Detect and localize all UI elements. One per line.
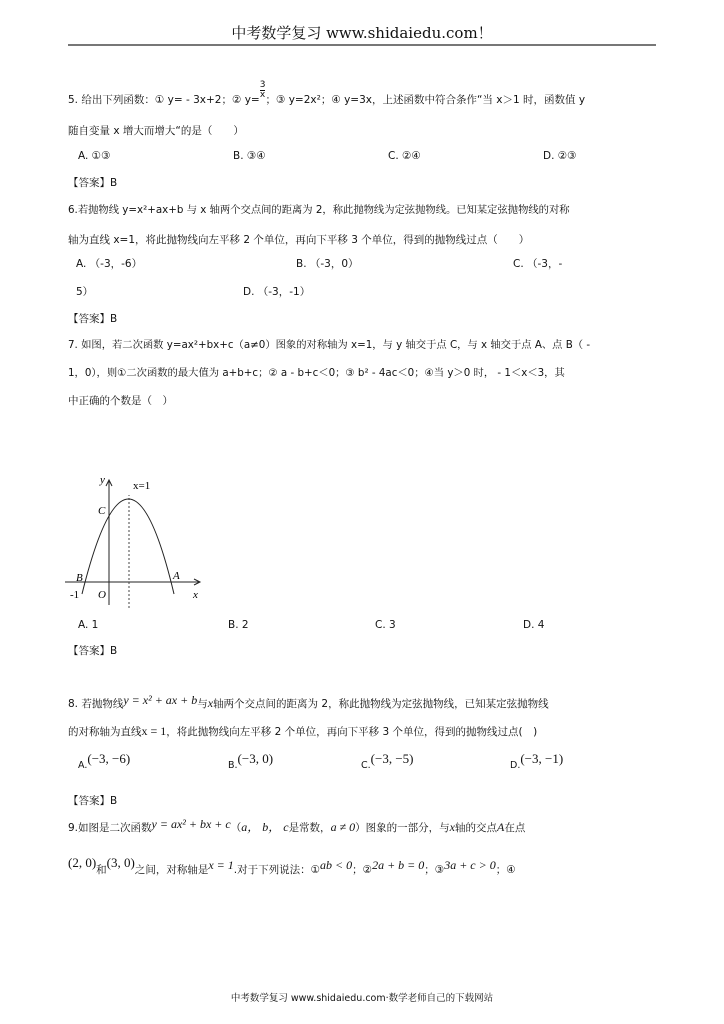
- q7-line3: 中正确的个数是（ ）: [68, 395, 173, 407]
- parabola-curve: [82, 499, 174, 594]
- q5-line1: [68, 80, 586, 108]
- q5-text2: ；③ y=2x²；④ y=3x，上述函数中符合条作“当 x＞1 时，函数值 y: [265, 94, 586, 106]
- t: ）图象的一部分，与: [355, 822, 450, 834]
- q8-option-b: [228, 751, 274, 771]
- t: ；④: [495, 864, 516, 876]
- parabola-figure: [60, 470, 220, 610]
- q8-text2: 的对称轴为直线: [68, 726, 142, 738]
- q6-line1: 6.若抛物线 y=x²+ax+b 与 x 轴两个交点间的距离为 2，称此抛物线为定弦抛物线。已知某定弦抛物线的对称: [68, 204, 570, 216]
- q8-eq2: x = 1: [141, 724, 167, 738]
- value: (−3, −1): [520, 751, 564, 766]
- label: D.: [510, 760, 521, 771]
- q8-x: x: [207, 696, 214, 710]
- q8-text-c: 轴两个交点间的距离为 2，称此抛物线为定弦抛物线，已知某定弦抛物线: [213, 698, 549, 710]
- q6-answer: 【答案】B: [68, 313, 118, 325]
- q5-option-c: C. ②④: [388, 150, 421, 162]
- x-label: x: [193, 589, 198, 601]
- b-label: B: [76, 572, 83, 584]
- q9-s2: 2a + b = 0: [372, 858, 425, 872]
- q5-fraction: [260, 81, 266, 100]
- header-divider: [68, 44, 656, 46]
- q9-p2: (3, 0): [106, 855, 135, 870]
- neg1-label: -1: [70, 589, 80, 601]
- q9-text: 9.如图是二次函数: [68, 822, 152, 834]
- q5-answer: 【答案】B: [68, 177, 118, 189]
- q9-line1: [68, 817, 526, 835]
- q7-line2: 1，0），则①二次函数的最大值为 a+b+c；② a - b+c＜0；③ b² - 4ac＜0；④当 y＞0 时， - 1＜x＜3，其: [68, 367, 565, 379]
- q8-line2: [68, 724, 537, 739]
- q8-text2b: ，将此抛物线向左平移 2 个单位，再向下平移 3 个单位，得到的抛物线过点( ): [166, 726, 538, 738]
- q5-line2: 随自变量 x 增大而增大“的是（ ）: [68, 125, 244, 137]
- value: (−3, 0): [237, 751, 274, 766]
- q5-option-b: B. ③④: [233, 150, 266, 162]
- frac-den: x: [259, 90, 266, 100]
- q9-aneq: a ≠ 0: [330, 820, 356, 834]
- t: ；②: [352, 864, 373, 876]
- q8-text-b: 与: [197, 698, 208, 710]
- c-label: C: [98, 505, 106, 517]
- q9-abc: a， b， c: [241, 820, 289, 834]
- q8-equation: y = x² + ax + b: [123, 693, 198, 707]
- q9-x: x: [449, 820, 455, 834]
- a-label: A: [173, 570, 180, 582]
- q7-option-a: A. 1: [78, 619, 99, 631]
- q6-line2: 轴为直线 x=1，将此抛物线向左平移 2 个单位，再向下平移 3 个单位，得到的抛物线过点（ ）: [68, 234, 530, 246]
- q7-answer: 【答案】B: [68, 645, 118, 657]
- t: 轴的交点: [454, 822, 497, 834]
- q9-equation: y = ax² + bx + c: [151, 817, 231, 831]
- value: (−3, −6): [87, 751, 131, 766]
- page-footer: 中考数学复习 www.shidaiedu.com·数学老师自己的下载网站: [230, 993, 494, 1004]
- q9-line2: [68, 855, 516, 877]
- t: 和: [96, 864, 107, 876]
- page-header: 中考数学复习 www.shidaiedu.com！: [231, 24, 493, 42]
- y-label: y: [100, 474, 105, 486]
- label: C.: [361, 760, 371, 771]
- q9-s3: 3a + c > 0: [444, 858, 496, 872]
- q6-option-d: D. （-3，-1）: [243, 286, 311, 298]
- q9-p1: (2, 0): [68, 855, 97, 870]
- q8-option-a: [78, 751, 131, 771]
- q5-option-d: D. ②③: [543, 150, 577, 162]
- q6-option-c-cont: 5）: [76, 286, 94, 298]
- t: 之间，对称轴是: [134, 864, 209, 876]
- q6-option-a: A. （-3，-6）: [76, 258, 143, 270]
- q7-line1: 7. 如图，若二次函数 y=ax²+bx+c（a≠0）图象的对称轴为 x=1，与 y 轴交于点 C，与 x 轴交于点 A、点 B（ -: [68, 339, 591, 351]
- q8-answer: 【答案】B: [68, 795, 118, 807]
- q8-option-c: [361, 751, 414, 771]
- axis-label: x=1: [133, 480, 151, 492]
- q8-line1: [68, 693, 549, 711]
- q9-point-a: A: [496, 820, 505, 834]
- q6-option-b: B. （-3，0）: [296, 258, 359, 270]
- value: (−3, −5): [370, 751, 414, 766]
- q7-option-d: D. 4: [523, 619, 545, 631]
- o-label: O: [98, 589, 106, 601]
- label: B.: [228, 760, 238, 771]
- q8-text: 8. 若抛物线: [68, 698, 124, 710]
- t: 在点: [504, 822, 526, 834]
- t: ；③: [424, 864, 445, 876]
- q7-option-b: B. 2: [228, 619, 249, 631]
- t: .对于下列说法：①: [233, 864, 321, 876]
- q5-option-a: A. ①③: [78, 150, 111, 162]
- t: （: [230, 822, 242, 834]
- q9-s1: ab < 0: [320, 858, 353, 872]
- q6-option-c: C. （-3，-: [513, 258, 563, 270]
- q7-option-c: C. 3: [375, 619, 396, 631]
- q5-text: 5. 给出下列函数：① y= - 3x+2；② y=: [68, 94, 260, 106]
- t: 是常数，: [288, 822, 331, 834]
- q8-option-d: [510, 751, 564, 771]
- label: A.: [78, 760, 88, 771]
- frac-num: 3: [259, 80, 266, 90]
- q9-eq2: x = 1: [208, 858, 234, 872]
